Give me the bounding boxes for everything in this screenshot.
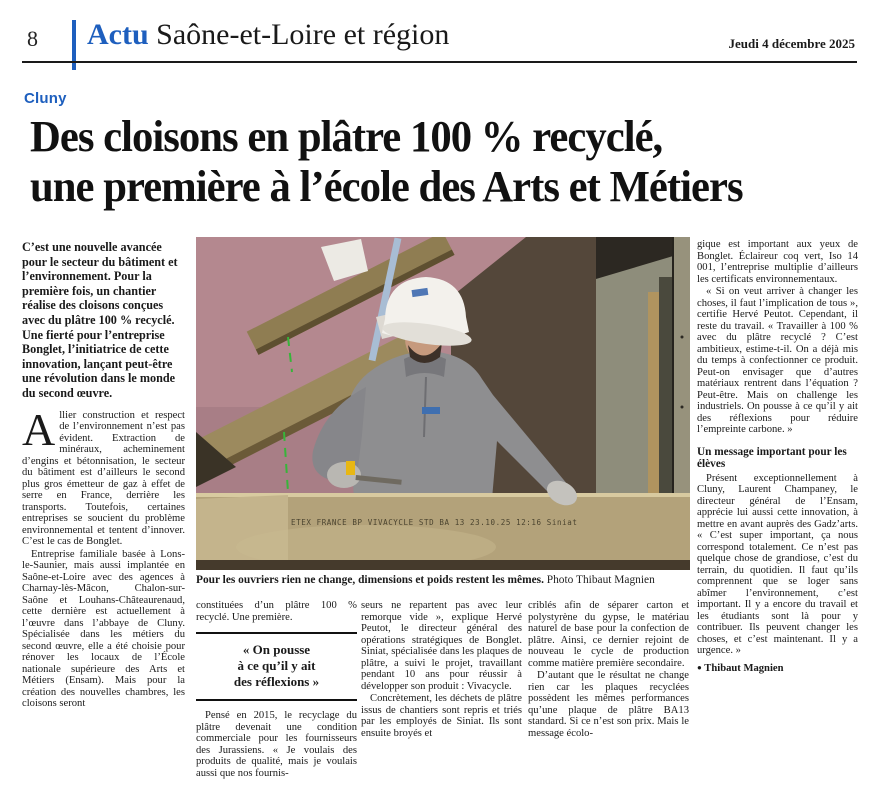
byline-name: Thibaut Magnien [701,662,784,674]
column-1 [22,240,185,780]
article-kicker: Cluny [24,90,67,107]
section-title [87,18,449,52]
header-rule [22,61,857,63]
door-frame [648,292,659,502]
paragraph: Entreprise familiale basée à Lons-le-Saunier, mais aussi implantée en Saône-et-Loire avec des agences à Charnay-lès-Mâcon, Chalon-sur-Saône et Louhans-Châteaurenaud, cette dernière est actuellement à l’œuvre dans l’abbaye de Cluny. Spécialisée dans les métiers du second œuvre, elle a été choisie pour rénover les locaux de l’École nationale supérieure des Arts et Métiers (Ensam). Mais pour la création des nouvelles chambres, les cloisons seront [22,548,185,710]
pull-quote-line: « On pousse [242,642,311,657]
door-opening [659,277,673,502]
paragraph: Pensé en 2015, le recyclage du plâtre devenait une condition commerciale pour les fournisseurs des Jurassiens. « Je voulais des produits de qualité, mais je voulais aussi que nos fournis- [196,710,357,779]
photo-illustration [196,237,690,570]
column-3 [361,600,522,786]
page-number: 8 [27,26,38,51]
paragraph: criblés afin de séparer carton et polystyrène du gypse, le matériau naturel de base pour la confection de plâtre. Ainsi, ce dernier rejoint de nouveau le cycle de production comme matière première secondaire. [528,600,689,669]
chest-logo [422,407,440,414]
headline-line-1: Des cloisons en plâtre 100 % recyclé, [30,112,663,161]
byline [697,662,858,675]
column-4 [528,600,689,786]
caption-text: Pour les ouvriers rien ne change, dimensions et poids restent les mêmes. [196,574,544,586]
board-stamp-text: ETEX FRANCE BP VIVACYCLE STD BA 13 23.10.25 12:16 Siniat [291,518,578,527]
paragraph: Concrètement, les déchets de plâtre issus de chantiers sont repris et triés par les employés de Siniat. Ils sont ensuite broyés et [361,693,522,739]
article-headline [30,112,835,212]
yellow-tool [346,461,355,475]
drop-cap: A [22,403,56,455]
article-intro: C’est une nouvelle avancée pour le secteur du bâtiment et l’environnement. Pour la première fois, un chantier réalise des cloisons conçues avec du plâtre 100 % recyclé. Une fierté pour l’entreprise Bonglet, l’initiatrice de cette innovation, lançant peut-être une révolution dans le monde du second œuvre. [22,240,178,400]
pull-quote [196,632,357,701]
paragraph: Présent exceptionnellement à Cluny, Laurent Champaney, le directeur général de l’Ensam, apprécie lui aussi cette innovation, à mettre en avant auprès des Gadz’arts. « C’est super important, ça nous correspond totalement. Ce n’est pas quelque chose de grandiose, c’est du terrain, du quotidien. Il faut qu’ils comprennent que se loger sans abîmer l’environnement, c’est important. Il y a encore du travail et les étudiants sont là pour y contribuer. Ils peuvent changer les choses, et c’est maintenant. Il y a urgence. » [697,472,858,656]
paragraph: seurs ne repartent pas avec leur remorque vide », explique Hervé Peutot, le directeur général des opérations stratégiques de Bonglet. Siniat, spécialisée dans les plaques de plâtre, a suivi le projet, travaillant pendant 10 ans pour réussir à développer son produit : Vivacycle. [361,600,522,692]
sub-heading: Un message important pour les élèves [697,445,847,470]
column-5 [697,239,858,786]
pull-quote-line: à ce qu’il y ait [237,658,316,673]
byline-bullet: ● [697,662,702,672]
photo-bottom-shadow [196,560,690,570]
edition-date: Jeudi 4 décembre 2025 [728,36,855,51]
pull-quote-line: des réflexions » [233,674,320,689]
screw-dot [681,406,684,409]
caption-credit: Photo Thibaut Magnien [543,574,655,586]
photo-caption [196,574,690,587]
column-2 [196,600,357,786]
paragraph: constituées d’un plâtre 100 % recyclé. Une première. [196,600,357,623]
paragraph: D’autant que le résultat ne change rien car les plaques recyclées possèdent les mêmes performances qu’une plaque de plâtre BA13 standard. Si ce n’est son prix. Mais le message écolo- [528,670,689,739]
paragraph: « Si on veut arriver à changer les choses, il faut l’implication de tous », certifie Hervé Peutot. Cependant, il reste du travail. « Travailler à 100 % avec du plâtre recyclé ? C’est ambitieux, estime-t-il. On a déjà mis du temps à confectionner ce produit. Peut-on envisager que d’autres matériaux rentrent dans l’équation ? Peut-être. Mais on challenge les industriels. On pousse à ce qu’il y ait des réflexions pour réduire l’empreinte carbone. » [697,286,858,435]
screw-dot [681,336,684,339]
paragraph [22,403,185,548]
headline-line-2: une première à l’école des Arts et Métiers [30,162,743,211]
left-glove [327,462,361,488]
paragraph-text: llier construction et respect de l’environnement n’est pas évident. Extraction de minéraux, acheminement d’engins et bétonnisation, le secteur du bâtiment est d’ailleurs le second plus gros émetteur de gaz à effet de serre en France, derrière les transports. Toutefois, certaines entreprises se soucient du problème environnemental et tentent d’innover. C’est le cas de Bonglet. [22,409,185,548]
section-name: Actu [87,18,149,51]
article-photo [196,237,690,570]
paragraph: gique est important aux yeux de Bonglet. Éclaireur coq vert, Iso 14 001, l’entreprise multiplie d’ailleurs les certificats environnementaux. [697,239,858,285]
section-region: Saône-et-Loire et région [148,18,450,51]
